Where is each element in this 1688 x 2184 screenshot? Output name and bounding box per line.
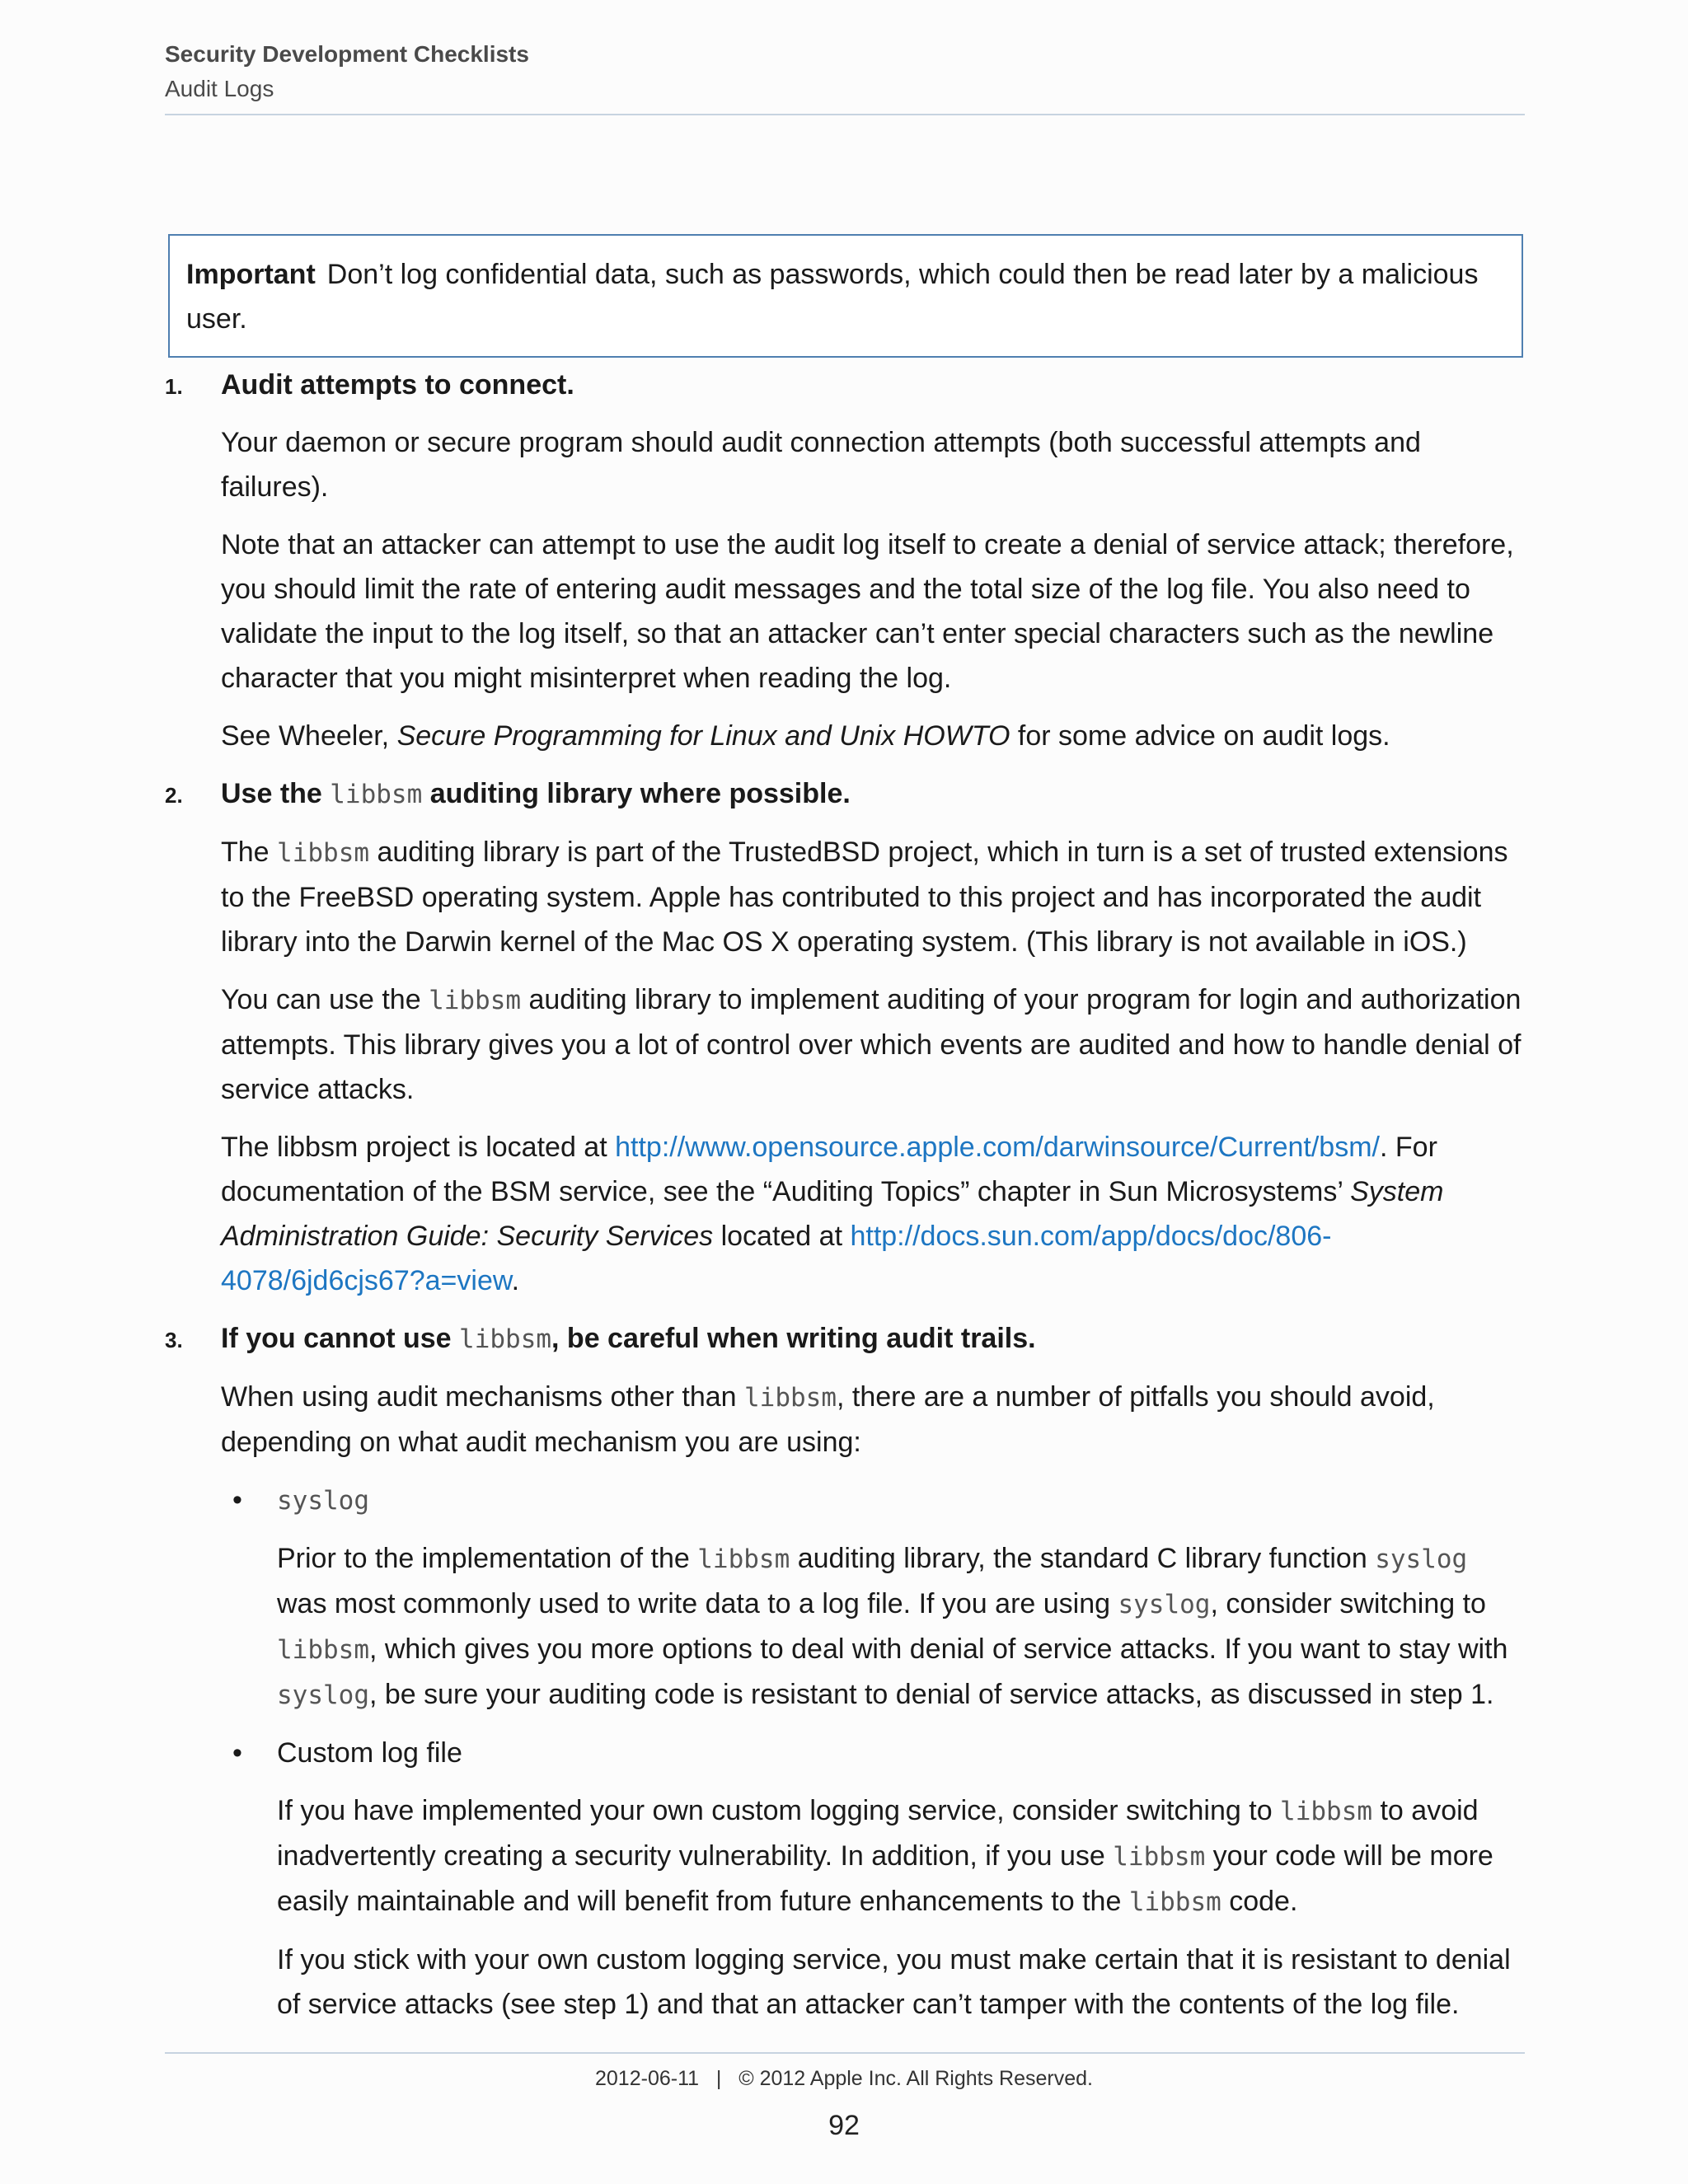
paragraph: If you have implemented your own custom logging service, consider switching to libbsm to avoid inadvertently creating a security vulnerability. In addition, if you use libbsm your code will be more easily maintainable and will benefit from future enhancements to the libbsm code. [277, 1795, 1493, 1917]
paragraph: Note that an attacker can attempt to use the audit log itself to create a denial of service attack; therefore, you should limit the rate of entering audit messages and the total size of the log file. You also need to validate the input to the log itself, so that an attacker can’t enter special characters such as the newline character that you might misinterpret when reading the log. [221, 529, 1514, 694]
bullet-title: Custom log file [277, 1737, 462, 1769]
book-title: System Administration Guide: Security Services [221, 1176, 1444, 1252]
step-2 [165, 771, 1525, 1303]
paragraph: Prior to the implementation of the libbsm auditing library, the standard C library function syslog was most commonly used to write data to a log file. If you are using syslog, consider switching to libbsm, which gives you more options to deal with denial of service attacks. If you want to stay with syslog, be sure your auditing code is resistant to denial of service attacks, as discussed in step 1. [277, 1543, 1508, 1710]
footer-separator: | [715, 2067, 722, 2090]
page-footer [0, 2067, 1688, 2091]
paragraph: See Wheeler, Secure Programming for Linux and Unix HOWTO for some advice on audit logs. [221, 720, 1390, 752]
page-number: 92 [828, 2110, 860, 2141]
paragraph: The libbsm auditing library is part of the TrustedBSD project, which in turn is a set of trusted extensions to the FreeBSD operating system. Apple has contributed to this project and has incorporated the audit library into the Darwin kernel of the Mac OS X operating system. (This library is not available in iOS.) [221, 837, 1508, 958]
code-term: libbsm [459, 1324, 552, 1354]
footer-copyright: © 2012 Apple Inc. All Rights Reserved. [738, 2067, 1093, 2090]
opensource-link[interactable]: http://www.opensource.apple.com/darwinsource/Current/bsm/ [615, 1132, 1380, 1163]
step-number: 3. [165, 1328, 183, 1352]
paragraph: When using audit mechanisms other than libbsm, there are a number of pitfalls you should avoid, depending on what audit mechanism you are using: [221, 1381, 1435, 1458]
sun-docs-link[interactable]: http://docs.sun.com/app/docs/doc/806-4078/6jd6cjs67?a=view [221, 1221, 1332, 1296]
step-heading: Audit attempts to connect. [221, 369, 574, 401]
step-heading: If you cannot use libbsm, be careful when writing audit trails. [221, 1323, 1036, 1354]
code-term: libbsm [429, 986, 522, 1015]
page-header [165, 38, 1525, 105]
important-text: Don’t log confidential data, such as passwords, which could then be read later by a malicious user. [186, 259, 1479, 335]
step-heading: Use the libbsm auditing library where possible. [221, 778, 851, 809]
book-title: Secure Programming for Linux and Unix HOWTO [396, 720, 1010, 752]
bullet-title: syslog [277, 1486, 369, 1516]
paragraph: You can use the libbsm auditing library to implement auditing of your program for login and authorization attempts. This library gives you a lot of control over which events are audited and how to handle denial of service attacks. [221, 984, 1522, 1105]
step-3 [165, 1316, 1525, 2027]
code-term: libbsm [744, 1383, 837, 1413]
step-number: 2. [165, 783, 183, 808]
code-term: libbsm [277, 838, 370, 868]
footer-divider [165, 2052, 1525, 2054]
bullet-icon: • [232, 1737, 242, 1769]
important-label: Important [186, 259, 316, 290]
step-1 [165, 363, 1525, 758]
bullet-custom-log [221, 1731, 1525, 2027]
paragraph: Your daemon or secure program should audit connection attempts (both successful attempts and failures). [221, 427, 1421, 503]
paragraph: The libbsm project is located at http://www.opensource.apple.com/darwinsource/Current/bsm/. For documentation of the BSM service, see the “Auditing Topics” chapter in Sun Microsystems’ System Administration Guide: Security Services located at http://docs.sun.com/app/docs/doc/806-4078/6jd6cjs67?a=view. [221, 1132, 1444, 1296]
paragraph: If you stick with your own custom logging service, you must make certain that it is resistant to denial of service attacks (see step 1) and that an attacker can’t tamper with the contents of the log file. [277, 1944, 1511, 2020]
header-divider [165, 114, 1525, 115]
bullet-syslog [221, 1478, 1525, 1718]
footer-date: 2012-06-11 [595, 2067, 700, 2090]
main-content [165, 363, 1525, 2040]
step-number: 1. [165, 374, 183, 399]
section-title: Audit Logs [165, 76, 274, 101]
code-term: libbsm [330, 780, 423, 809]
important-callout [168, 234, 1523, 358]
document-title: Security Development Checklists [165, 41, 529, 67]
bullet-icon: • [232, 1484, 242, 1516]
